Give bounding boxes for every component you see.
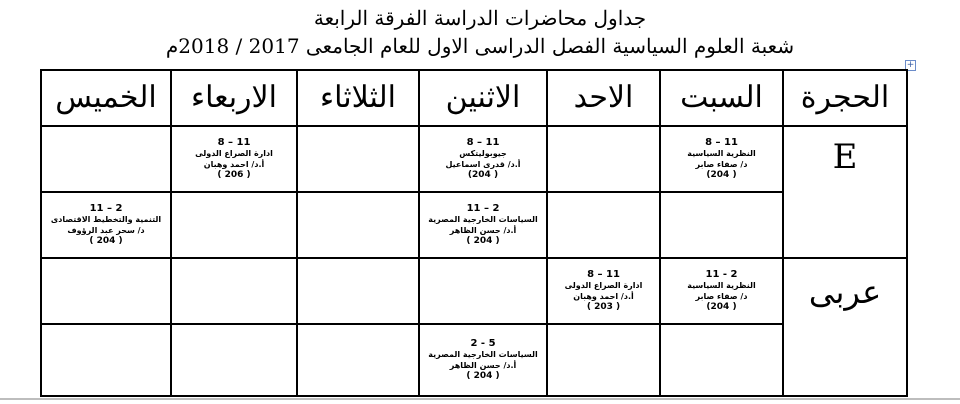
slot-time: 11 – 8 [587, 269, 620, 280]
col-header-sunday: الاحد [547, 70, 660, 126]
course-name: جيوبوليتكس [459, 149, 507, 158]
slot-time: 11 – 8 [705, 137, 738, 148]
cell-e-tuesday-2 [297, 192, 419, 258]
cell-arabic-thursday-1 [41, 258, 171, 324]
slot-time: 11 – 8 [466, 137, 500, 148]
slot-time: 2 – 11 [89, 203, 123, 214]
cell-e-thursday-2 [41, 192, 171, 258]
table-row [41, 192, 907, 258]
cell-arabic-wednesday-2 [171, 324, 297, 396]
instructor-name: أ.د/ قدرى اسماعيل [445, 160, 521, 169]
cell-arabic-saturday-2 [660, 324, 783, 396]
course-name: التنمية والتخطيط الاقتصادى [50, 215, 162, 224]
col-header-tuesday: الثلاثاء [297, 70, 419, 126]
room-label-arabic: عربى [783, 258, 907, 396]
course-name: ادارة الصراع الدولى [564, 281, 643, 290]
cell-e-monday-1 [419, 126, 547, 192]
instructor-name: أ.د/ احمد وهبان [203, 160, 265, 169]
table-move-handle-icon[interactable]: + [906, 60, 915, 70]
room-number: ( 203 ) [586, 302, 621, 312]
cell-e-tuesday-1 [297, 126, 419, 192]
cell-arabic-wednesday-1 [171, 258, 297, 324]
room-number: ( 204) [706, 302, 737, 312]
room-number: ( 204 ) [466, 236, 500, 246]
table-row [41, 324, 907, 396]
course-name: السياسات الخارجية المصرية [428, 350, 538, 359]
instructor-name: د/ سحر عبد الرؤوف [67, 226, 145, 235]
table-row [41, 126, 907, 192]
page-bottom-edge [0, 398, 960, 400]
slot-time: 5 - 2 [470, 338, 496, 349]
instructor-name: د/ صفاء صابر [695, 160, 748, 169]
cell-e-sunday-2 [547, 192, 660, 258]
cell-e-monday-2 [419, 192, 547, 258]
cell-e-thursday-1 [41, 126, 171, 192]
schedule-table [40, 69, 908, 397]
slot-time: 11 – 8 [217, 137, 251, 148]
instructor-name: أ.د/ حسن الظاهر [449, 361, 517, 370]
room-number: ( 204 ) [89, 236, 123, 246]
col-header-wednesday: الاربعاء [171, 70, 297, 126]
col-header-saturday: السبت [660, 70, 783, 126]
cell-arabic-tuesday-1 [297, 258, 419, 324]
room-number: ( 204 ) [466, 371, 500, 381]
cell-e-saturday-1 [660, 126, 783, 192]
course-name: النظرية السياسية [687, 281, 756, 290]
table-row [41, 258, 907, 324]
course-name: السياسات الخارجية المصرية [428, 215, 538, 224]
room-label-e: E [783, 126, 907, 258]
cell-arabic-monday-2 [419, 324, 547, 396]
slot-time: 2 – 11 [466, 203, 500, 214]
col-header-monday: الاثنين [419, 70, 547, 126]
instructor-name: أ.د/ حسن الظاهر [449, 226, 517, 235]
col-header-thursday: الخميس [41, 70, 171, 126]
col-header-room: الحجرة [783, 70, 907, 126]
room-number: ( 206 ) [217, 170, 251, 180]
schedule-subtitle: شعبة العلوم السياسية الفصل الدراسى الاول للعام الجامعى 2017 / 2018م [165, 34, 795, 58]
course-name: ادارة الصراع الدولى [195, 149, 273, 158]
instructor-name: أ.د/ احمد وهبان [573, 292, 634, 301]
cell-e-sunday-1 [547, 126, 660, 192]
slot-time: 2 - 11 [705, 269, 738, 280]
header-row [41, 70, 907, 126]
room-number: ( 204) [467, 170, 499, 180]
cell-arabic-monday-1 [419, 258, 547, 324]
course-name: النظرية السياسية [687, 149, 756, 158]
cell-e-wednesday-1 [171, 126, 297, 192]
room-number: ( 204) [706, 170, 737, 180]
cell-arabic-thursday-2 [41, 324, 171, 396]
cell-arabic-sunday-1 [547, 258, 660, 324]
cell-arabic-saturday-1 [660, 258, 783, 324]
cell-arabic-tuesday-2 [297, 324, 419, 396]
cell-arabic-sunday-2 [547, 324, 660, 396]
cell-e-wednesday-2 [171, 192, 297, 258]
cell-e-saturday-2 [660, 192, 783, 258]
instructor-name: د/ صفاء صابر [695, 292, 748, 301]
schedule-title: جداول محاضرات الدراسة الفرقة الرابعة [313, 6, 647, 30]
